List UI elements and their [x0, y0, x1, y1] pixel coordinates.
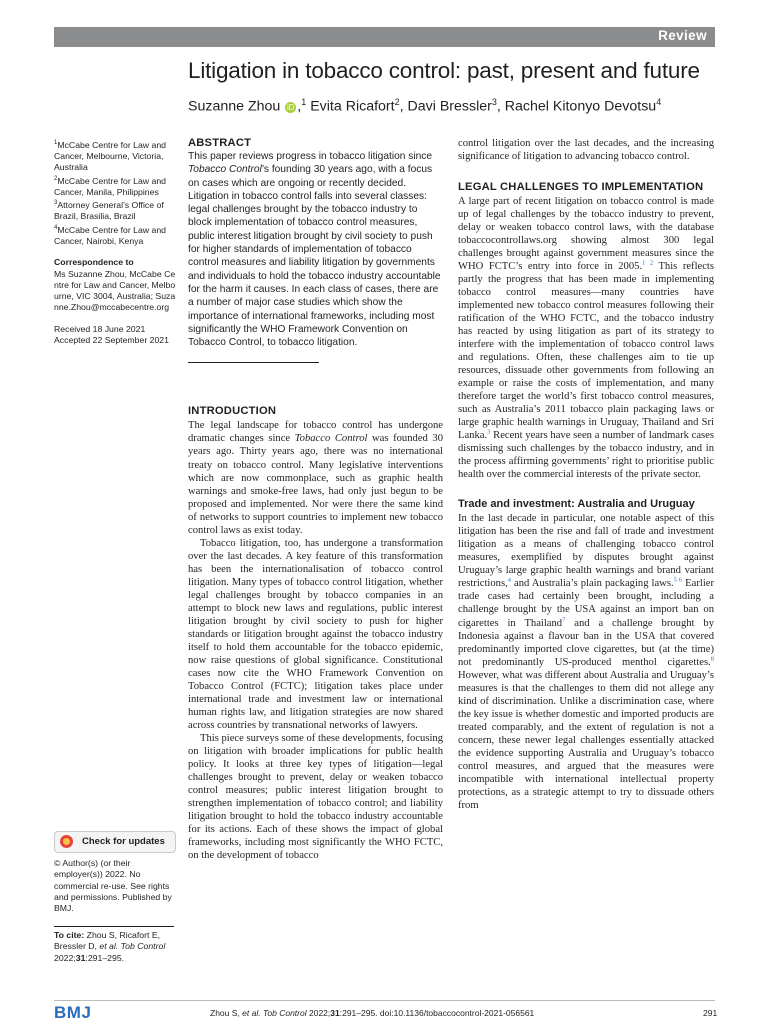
author-affil-sup: 4 [656, 97, 662, 107]
orcid-icon[interactable]: iD [287, 102, 295, 112]
affiliation: $^1$McCabe Centre for Law and Cancer, Melbourne, Victoria, Australia [54, 139, 166, 173]
section-bar [54, 27, 715, 47]
check-for-updates-label: Check for updates [82, 836, 165, 847]
license-text: © Author(s) (or their employer(s)) 2022. No commercial re-use. See rights and permissions. Published by BMJ. [54, 858, 172, 914]
reference-link[interactable]: 7 [562, 615, 566, 623]
footer-divider [54, 1000, 715, 1001]
reference-link[interactable]: 5 6 [673, 576, 683, 584]
reference-link[interactable]: 8 [710, 655, 714, 663]
column-left [188, 137, 443, 862]
to-cite-text: Zhou S, Ricafort E, Bressler D, [54, 930, 161, 952]
column-right [458, 137, 714, 812]
bmj-logo: BMJ [54, 1003, 92, 1022]
affiliation: $^3$Attorney General’s Office of Brazil, Brasilia, Brazil [54, 200, 164, 222]
accepted-date: Accepted 22 September 2021 [54, 335, 169, 346]
crossmark-icon [60, 835, 73, 848]
trade-investment-paragraph: In the last decade in particular, one notable aspect of this litigation has been the rise and fall of trade and investment litigation as a means of challenging tobacco control measures, exemplified by disputes brought against Uruguay’s large graphic health warnings and brand variant restrictions,$^4$ and Australia’s plain packaging laws.$^{5 6}$ Earlier trade cases had certainly been brought, including a challenge brought by the USA against an import ban on cigarettes in Thailand$^7$ and a challenge brought by Indonesia against a flavour ban in the USA that covered predominantly imported clove cigarettes, but (at the time) not predominantly US-produced menthol cigarettes.$^8$ However, what was different about Australia and Uruguay’s measures is that the challenges to them did not allege any kind of discrimination. Unlike a discrimination case, where the key issue is whether domestic and imported products are treated comparably, and the extent of regulation is not a concern, these newer legal challenges essentially attacked the evidence supporting Australia and Uruguay’s tobacco control measures, and argued that the measures were incompatible with international intellectual property protections, as a strategic attempt to try to dissuade others from [458, 513, 715, 811]
article-title: Litigation in tobacco control: past, present and future [188, 58, 700, 83]
received-date: Received 18 June 2021 [54, 323, 146, 334]
affiliation: $^2$McCabe Centre for Law and Cancer, Manila, Philippines [54, 175, 166, 197]
author-name[interactable]: Rachel Kitonyo Devotsu [504, 98, 657, 115]
author-name[interactable]: Evita Ricafort [310, 98, 395, 115]
correspondence-text[interactable]: Ms Suzanne Zhou, McCabe Centre for Law and Cancer, Melbourne, VIC 3004, Australia; Suzanne.Zhou@mccabecentre.org [54, 268, 176, 313]
article-sidebar [54, 138, 179, 346]
to-cite-label: To cite: [54, 930, 85, 940]
page-number: 291 [703, 1008, 718, 1018]
section-label: Review [658, 28, 707, 43]
abstract-divider [188, 362, 319, 363]
legal-challenges-heading: LEGAL CHALLENGES TO IMPLEMENTATION [458, 181, 704, 194]
check-for-updates-button[interactable] [54, 831, 176, 853]
reference-link[interactable]: 4 [507, 576, 511, 584]
abstract-heading: ABSTRACT [188, 137, 252, 149]
author-affil-sup: 2 [394, 97, 400, 107]
introduction-paragraph: Tobacco litigation, too, has undergone a transformation over the last decades. A key feature of this transformation has been the internationalisation of tobacco control litigation. Many types of tobacco control litigation, whether legal challenges brought by tobacco companies in an attempt to block new laws and regulations, public interest litigation brought by civil society to push for higher standards or litigation brought against the tobacco industry itself to hold them accountable for the tobacco epidemic, now raise questions of global significance. Constitutional cases now cite the WHO Framework Convention on Tobacco Control (FCTC); litigation takes place under international trade and investment law or international human rights law, and litigation strategies are now shared across countries by transnational networks of lawyers. [188, 537, 443, 731]
affiliation: $^4$McCabe Centre for Law and Cancer, Nairobi, Kenya [54, 224, 166, 246]
author-list: Suzanne Zhou iD ,$^1$ Evita Ricafort$^2$, Davi Bressler$^3$, Rachel Kitonyo Devotsu$^4$ [188, 97, 662, 115]
to-cite-block: To cite: Zhou S, Ricafort E, Bressler D, et al. Tob Control 2022;31:291–295. [54, 926, 174, 964]
abstract-text: This paper reviews progress in tobacco litigation since Tobacco Control’s founding 30 years ago, with a focus on cases which are ongoing or recently decided. Litigation in tobacco control falls into several classes: legal challenges brought by the tobacco industry to block implementation of tobacco control measures, public interest litigation brought by civil society to push for higher standards of implementation of tobacco control measures and liability litigation by governments and individuals to hold the tobacco industry accountable for the harm it causes. In each class of cases, there are a number of major case studies which show the importance of international frameworks, including most significantly the WHO Framework Convention on Tobacco Control, to tobacco litigation. [188, 151, 441, 349]
legal-challenges-paragraph: A large part of recent litigation on tobacco control is made up of legal challenges by the tobacco industry to prevent, delay or weaken tobacco control laws, with the database tobaccocontrollaws.org showing almost 300 legal challenges brought against government measures since the WHO FCTC’s entry into force in 2005.$^{1 2}$ This reflects partly the progress that has been made in implementing tobacco control measures—many countries have implemented new tobacco control measures following their ratification of the WHO FCTC, and the tobacco industry has reacted by using litigation as part of its strategy to interfere with the implementation of tobacco control laws and regulations. Often, these challenges aim to tie up resources, dissuade other governments from following an example or raise the costs of implementation, and many therefore target the world’s first tobacco control measures, such as Australia’s 2011 tobacco plain packaging laws or large graphic health warnings in Uruguay, Thailand and Sri Lanka.$^3$ Recent years have seen a number of landmark cases dismissing such challenges by the tobacco industry, and in the process affirming governments’ right to prioritise public health over the commercial interests of the private sector. [458, 196, 714, 481]
author-name[interactable]: Davi Bressler [407, 98, 492, 115]
reference-link[interactable]: 3 [487, 428, 491, 436]
author-affil-sup: 3 [491, 97, 497, 107]
introduction-heading: INTRODUCTION [188, 405, 277, 418]
footer-citation: Zhou S, et al. Tob Control 2022;31:291–295. doi:10.1136/tobaccocontrol-2021-056561 [210, 1008, 535, 1018]
reference-link[interactable]: 1 2 [642, 259, 654, 267]
introduction-paragraph: This piece surveys some of these developments, focusing on litigation with broader implications for public health policy. It looks at three key types of litigation—legal challenges brought to prevent, delay or weaken tobacco control measures; public interest litigation brought to strengthen implementation of tobacco control; and liability litigation brought to hold the tobacco industry accountable for its actions. Each of these shows the impact of global frameworks, including most significantly the WHO FCTC, on the development of tobacco [188, 732, 444, 861]
author-affil-sup: 1 [301, 97, 307, 107]
author-name[interactable]: Suzanne Zhou [188, 98, 281, 115]
trade-investment-heading: Trade and investment: Australia and Uruguay [458, 498, 695, 511]
correspondence-heading: Correspondence to [54, 257, 134, 268]
introduction-paragraph-continued: control litigation over the last decades, and the increasing significance of litigation to advancing tobacco control. [458, 138, 714, 163]
introduction-paragraph: The legal landscape for tobacco control has undergone dramatic changes since Tobacco Control was founded 30 years ago. Thirty years ago, there was no international treaty on tobacco control. Many legislative interventions which are now commonplace, such as graphic health warnings and smoke-free laws, had only just begun to be proposed and implemented. Nor were there the same kind of networks to support countries to implement new tobacco control laws as exist today. [188, 420, 444, 536]
